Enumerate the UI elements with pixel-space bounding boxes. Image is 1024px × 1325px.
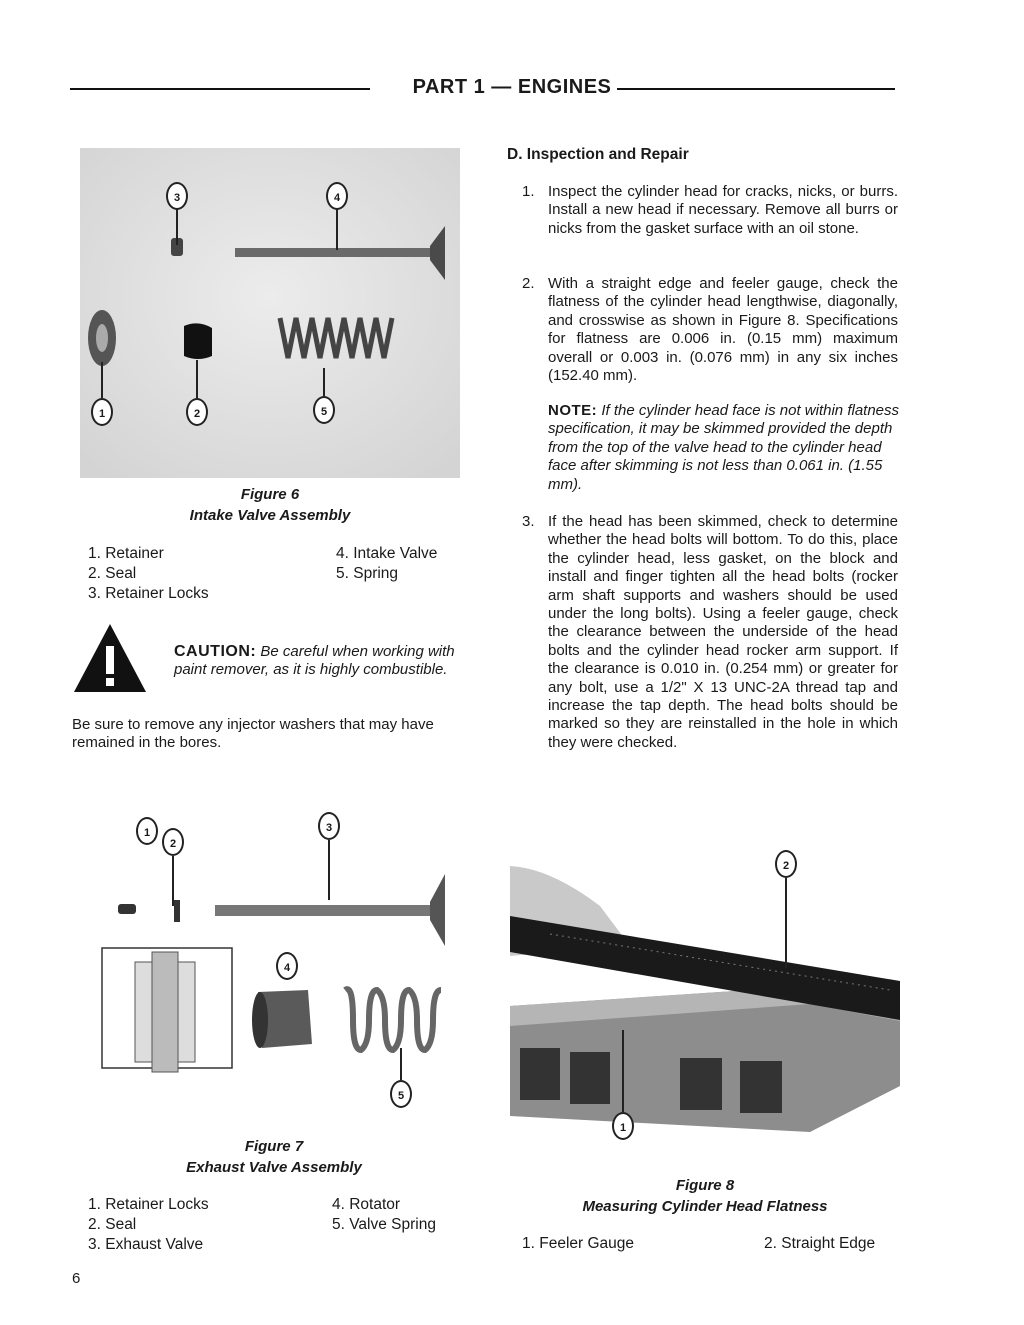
figure7-legend-left (88, 1195, 209, 1255)
legend-item: 2. Seal (88, 565, 137, 582)
fig8-leader-1 (622, 1030, 624, 1112)
note-label: NOTE: (548, 402, 598, 419)
fig7-callout-5: 5 (390, 1080, 412, 1108)
caution-text: Be careful when working with paint remover, as it is highly combustible. (174, 643, 455, 679)
figure8-caption-title: Measuring Cylinder Head Flatness (582, 1198, 828, 1215)
legend-item: 4. Intake Valve (336, 545, 438, 562)
legend-item: 3. Retainer Locks (88, 585, 209, 602)
fig6-callout-5: 5 (313, 396, 335, 424)
step-3-text: If the head has been skimmed, check to determine whether the head bolts will bottom. To do this, place the cylinder head, less gasket, on the block and install and finger tighten all the head bolts (rocker arm shaft supports and washers should be used under the long bolts). Using a feeler gauge, check the clearance between the underside of the head bolts and the cylinder head rocker arm support. If the clearance is 0.010 in. (0.254 mm) or greater for any bolt, use a 1/2" X 13 UNC-2A thread tap and increase the tap depth. The head bolts should be marked so they are reinstalled in the hole in which they were checked. (548, 513, 898, 751)
legend-item: 4. Rotator (332, 1196, 401, 1213)
fig7-leader-2 (172, 856, 174, 906)
step-1-number: 1. (522, 183, 535, 200)
cylinder-head-flatness-illustration (510, 806, 900, 1132)
figure7-caption-number: Figure 7 (244, 1138, 304, 1155)
intake-valve-assembly-illustration (80, 148, 460, 478)
fig6-callout-1: 1 (91, 398, 113, 426)
legend-item: 2. Seal (88, 1216, 137, 1233)
flatness-note (548, 402, 900, 494)
header-title: PART 1 — ENGINES (407, 76, 618, 98)
legend-item: 1. Retainer (88, 545, 164, 562)
figure6-legend-left (88, 544, 209, 604)
figure8-caption (540, 1175, 870, 1217)
fig8-callout-1: 1 (612, 1112, 634, 1140)
step-1-text: Inspect the cylinder head for cracks, nicks, or burrs. Install a new head if necessary. Remove all burrs or nicks from the gasket surface with an oil stone. (548, 183, 898, 237)
legend-item: 5. Spring (336, 565, 399, 582)
fig7-callout-2: 2 (162, 828, 184, 856)
figure6-caption-title: Intake Valve Assembly (189, 507, 351, 524)
caution-block (174, 643, 464, 680)
step-2 (522, 275, 898, 385)
fig6-callout-4: 4 (326, 182, 348, 210)
step-2-number: 2. (522, 275, 535, 292)
fig6-leader-4 (336, 205, 338, 250)
figure7-caption-title: Exhaust Valve Assembly (186, 1159, 362, 1176)
fig8-leader-2 (785, 878, 787, 968)
section-heading: D. Inspection and Repair (507, 146, 689, 163)
legend-item: 2. Straight Edge (764, 1235, 876, 1252)
step-3 (522, 513, 898, 752)
caution-label: CAUTION: (174, 643, 257, 660)
fig6-leader-3 (176, 205, 178, 245)
figure7-legend-right (332, 1195, 436, 1235)
figure6-caption (120, 484, 420, 526)
legend-item: 5. Valve Spring (332, 1216, 436, 1233)
legend-item: 3. Exhaust Valve (88, 1236, 204, 1253)
legend-item: 1. Retainer Locks (88, 1196, 209, 1213)
fig7-leader-3 (328, 840, 330, 900)
figure7-caption (124, 1136, 424, 1178)
figure8-caption-number: Figure 8 (675, 1177, 735, 1194)
fig6-callout-3: 3 (166, 182, 188, 210)
figure6-caption-number: Figure 6 (240, 486, 300, 503)
fig7-callout-4: 4 (276, 952, 298, 980)
page-header (0, 76, 1024, 99)
fig6-leader-1 (101, 362, 103, 398)
note-text: If the cylinder head face is not within flatness specification, it may be skimmed provided the depth from the top of the valve head to the cylinder head face after skimming is not less than 0.061 in. (1.55 mm). (548, 402, 900, 493)
step-2-text: With a straight edge and feeler gauge, check the flatness of the cylinder head lengthwise, diagonally, and crosswise as shown in Figure 8. Specifications for flatness are 0.006 in. (0.15 mm) maximum overall or 0.003 in. (0.076 mm) in any six inches (152.40 mm). (548, 275, 898, 385)
fig8-callout-2: 2 (775, 850, 797, 878)
fig6-callout-2: 2 (186, 398, 208, 426)
injector-washer-note: Be sure to remove any injector washers that may have remained in the bores. (72, 716, 434, 752)
legend-item: 1. Feeler Gauge (522, 1235, 635, 1252)
figure8-photo (510, 806, 900, 1132)
figure6-photo (80, 148, 460, 478)
step-3-number: 3. (522, 513, 535, 530)
warning-icon (72, 622, 148, 694)
figure8-legend-right (764, 1234, 875, 1254)
fig6-leader-5 (323, 368, 325, 396)
page-number: 6 (72, 1270, 81, 1287)
fig7-leader-5 (400, 1048, 402, 1080)
figure8-legend-left (522, 1234, 634, 1254)
fig7-callout-3: 3 (318, 812, 340, 840)
fig6-leader-2 (196, 360, 198, 398)
fig7-callout-1: 1 (136, 817, 158, 845)
figure6-legend-right (336, 544, 437, 584)
step-1 (522, 183, 898, 238)
